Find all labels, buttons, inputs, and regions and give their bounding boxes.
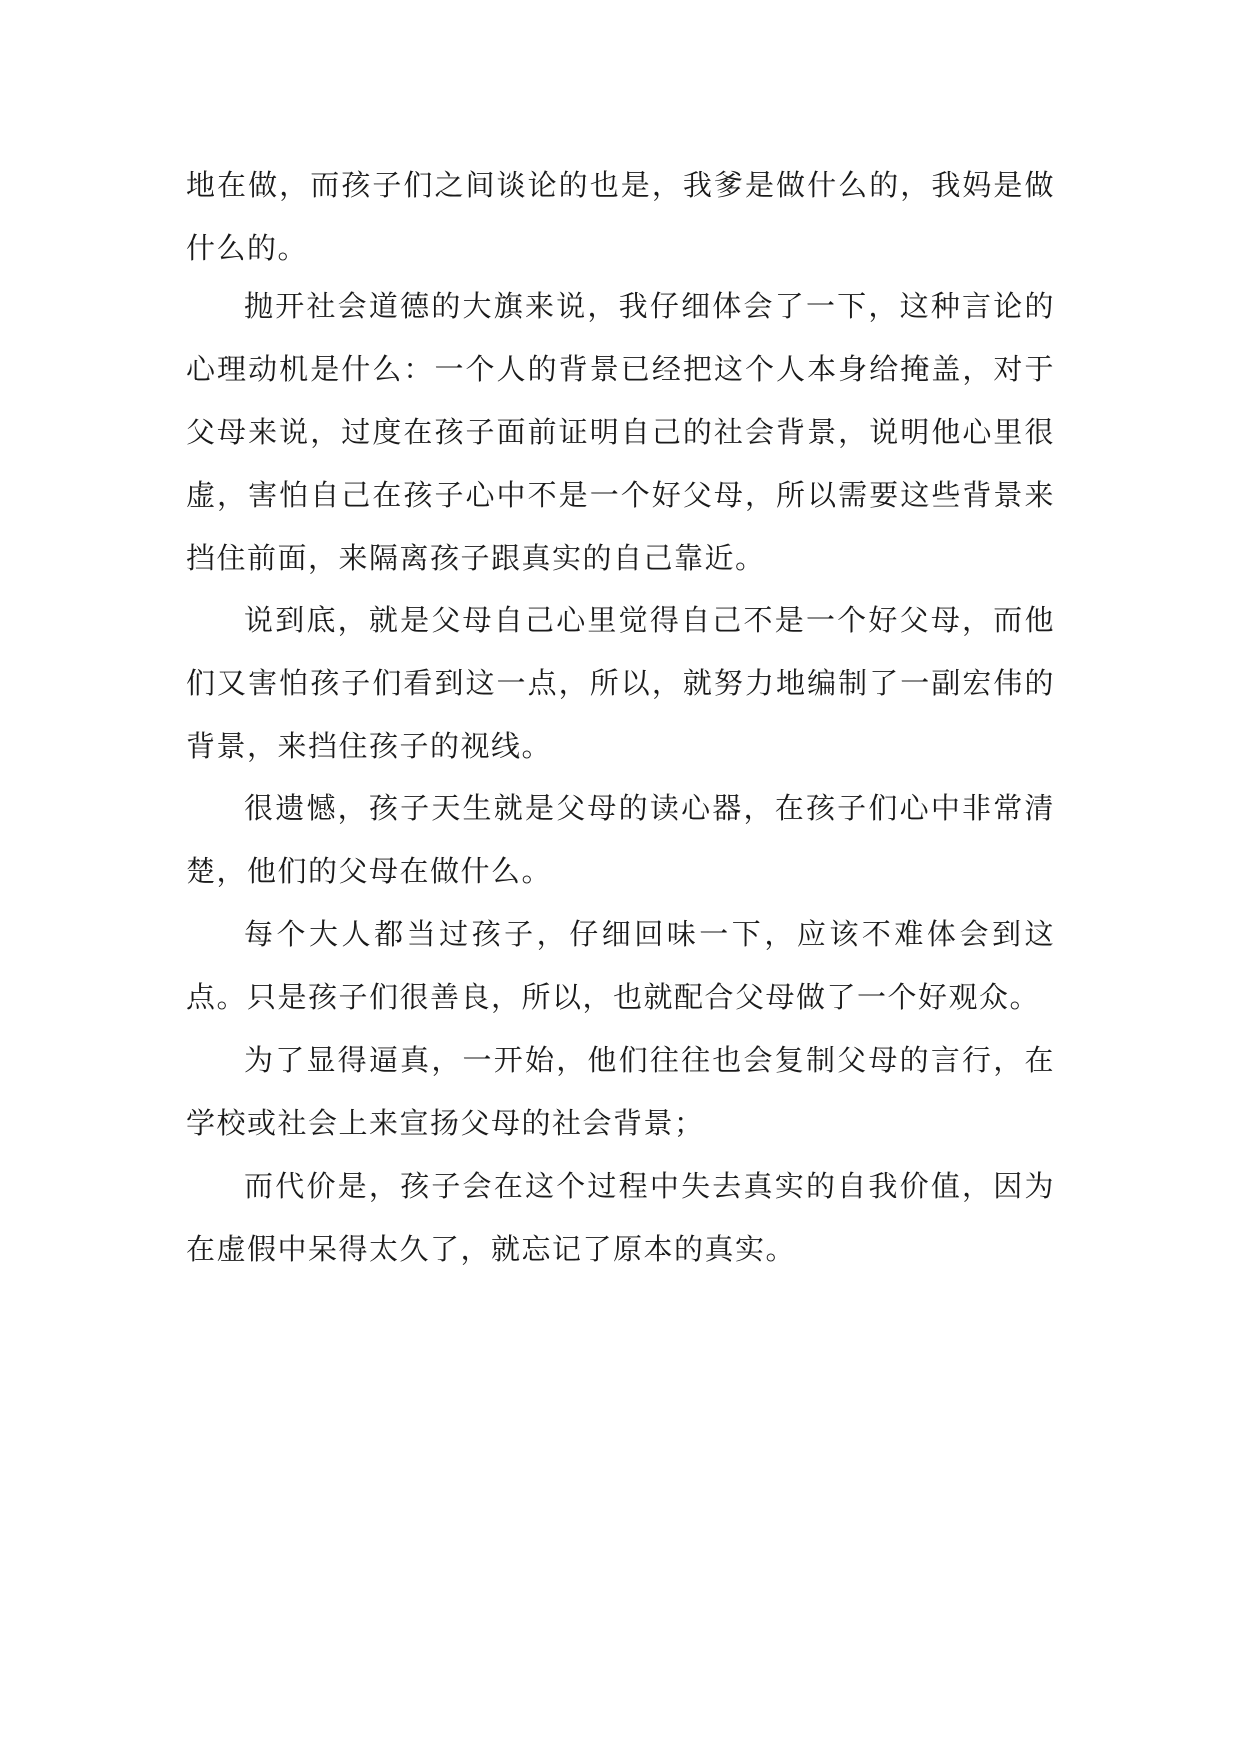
paragraph-continuation: 地在做，而孩子们之间谈论的也是，我爹是做什么的，我妈是做什么的。 (186, 168, 1055, 265)
paragraph: 说到底，就是父母自己心里觉得自己不是一个好父母，而他们又害怕孩子们看到这一点，所以，就努力地编制了一副宏伟的背景，来挡住孩子的视线。 (186, 603, 1055, 763)
paragraph: 每个大人都当过孩子，仔细回味一下，应该不难体会到这点。只是孩子们很善良，所以，也就配合父母做了一个好观众。 (186, 917, 1055, 1014)
paragraph: 抛开社会道德的大旗来说，我仔细体会了一下，这种言论的心理动机是什么：一个人的背景已经把这个人本身给掩盖，对于父母来说，过度在孩子面前证明自己的社会背景，说明他心里很虚，害怕自己在孩子心中不是一个好父母，所以需要这些背景来挡住前面，来隔离孩子跟真实的自己靠近。 (186, 289, 1055, 575)
paragraph: 很遗憾，孩子天生就是父母的读心器，在孩子们心中非常清楚，他们的父母在做什么。 (186, 791, 1055, 888)
paragraph: 为了显得逼真，一开始，他们往往也会复制父母的言行，在学校或社会上来宣扬父母的社会背景； (186, 1043, 1055, 1140)
paragraph: 而代价是，孩子会在这个过程中失去真实的自我价值，因为在虚假中呆得太久了，就忘记了原本的真实。 (186, 1169, 1055, 1266)
